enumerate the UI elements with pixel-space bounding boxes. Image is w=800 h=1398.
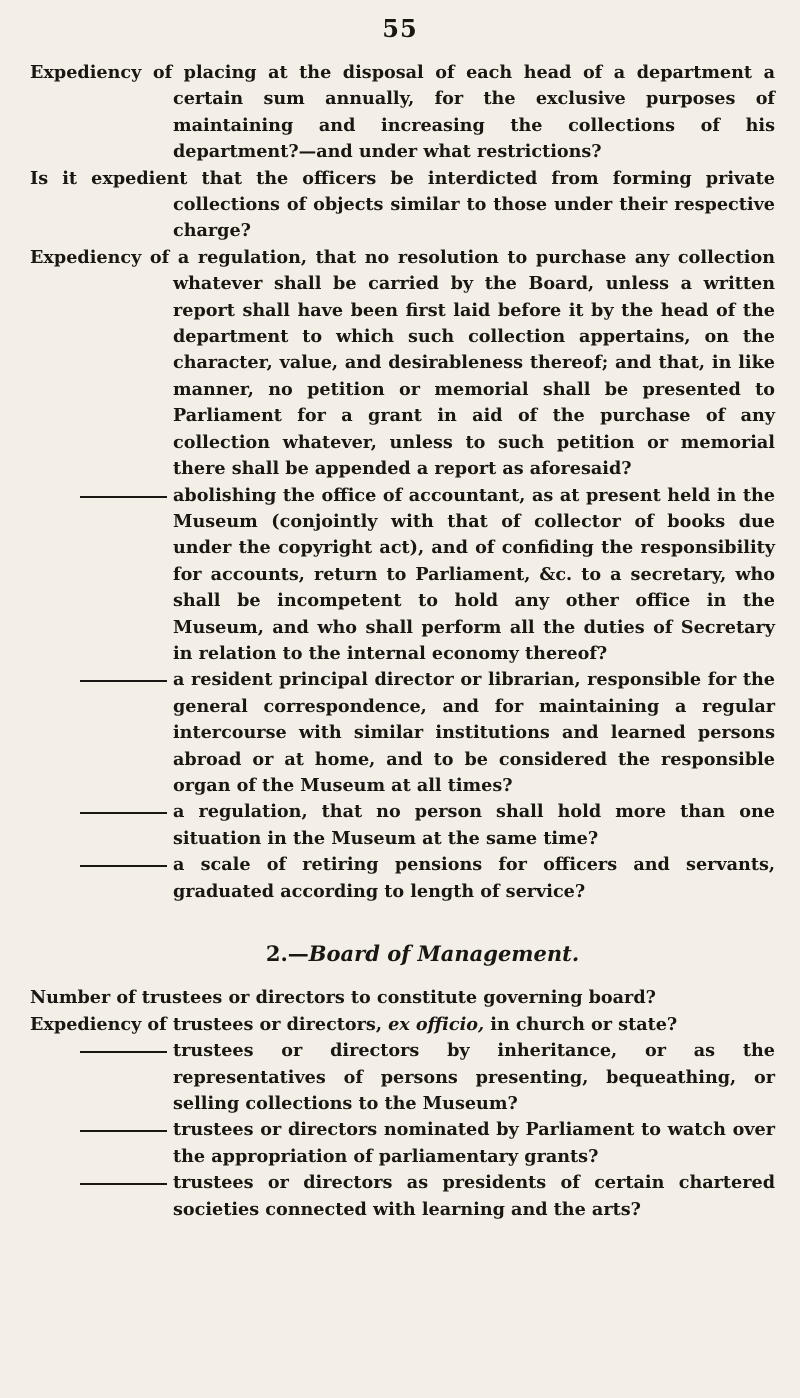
ditto-dash xyxy=(80,1051,167,1053)
question-entry: Number of trustees or directors to constitute governing board? xyxy=(30,987,656,1009)
question-text-before: Expediency of trustees or directors, xyxy=(30,1013,389,1035)
question-entry: Is it expedient that the officers be interdicted from forming private collections of objects similar to those under their respective charge? xyxy=(30,167,775,242)
ditto-question-entry xyxy=(30,799,775,852)
question-text: trustees or directors nominated by Parliament to watch over the appropriation of parliamentary grants? xyxy=(173,1119,775,1167)
question-text: a resident principal director or librarian, responsible for the general correspondence, and for maintaining a regular intercourse with similar institutions and learned persons abroad or at home, and to be considered the responsible organ of the Museum at all times? xyxy=(173,669,775,796)
ditto-question-entry xyxy=(30,1170,775,1223)
section-2 xyxy=(30,985,775,1223)
ditto-dash xyxy=(80,865,167,867)
ditto-question-entry xyxy=(30,1117,775,1170)
section-number: 2.— xyxy=(265,941,309,966)
latin-phrase: ex officio, xyxy=(388,1013,485,1035)
question-entry: Expediency of a regulation, that no resolution to purchase any collection whatever shall be carried by the Board, unless a written report shall have been first laid before it by the head of the department to which such collection appertains, on the character, value, and desirableness thereof; and that, in like manner, no petition or memorial shall be presented to Parliament for a grant in aid of the purchase of any collection whatever, unless to such petition or memorial there shall be appended a report as aforesaid? xyxy=(30,246,775,480)
ditto-dash xyxy=(80,1183,167,1185)
ditto-question-entry xyxy=(30,1038,775,1117)
ditto-question-entry xyxy=(30,667,775,799)
question-text: a scale of retiring pensions for officers and servants, graduated according to length of service? xyxy=(173,854,775,902)
page-number: 55 xyxy=(382,14,418,43)
question-text: a regulation, that no person shall hold more than one situation in the Museum at the same time? xyxy=(173,801,775,849)
section-title: Board of Management. xyxy=(308,941,580,966)
question-entry: Expediency of placing at the disposal of each head of a department a certain sum annually, for the exclusive purposes of maintaining and increasing the collections of his department?—and under what restrictions? xyxy=(30,62,775,163)
question-text: trustees or directors by inheritance, or as the representatives of persons presenting, bequeathing, or selling collections to the Museum? xyxy=(173,1040,775,1115)
ditto-dash xyxy=(80,680,167,682)
ditto-question-entry xyxy=(30,852,775,905)
ditto-dash xyxy=(80,812,167,814)
question-text-after: in church or state? xyxy=(484,1013,678,1035)
section-1 xyxy=(30,60,775,905)
question-text: trustees or directors as presidents of certain chartered societies connected with learning and the arts? xyxy=(173,1172,775,1220)
ditto-dash xyxy=(80,496,167,498)
page-body xyxy=(30,60,775,1223)
question-text: abolishing the office of accountant, as at present held in the Museum (conjointly with that of collector of books due under the copyright act), and of confiding the responsibility for accounts, return to Parliament, &c. to a secretary, who shall be incompetent to hold any other office in the Museum, and who shall perform all the duties of Secretary in relation to the internal economy thereof? xyxy=(173,484,775,664)
question-entry xyxy=(30,1012,775,1038)
section-heading xyxy=(30,941,775,967)
ditto-question-entry xyxy=(30,483,775,668)
ditto-dash xyxy=(80,1130,167,1132)
